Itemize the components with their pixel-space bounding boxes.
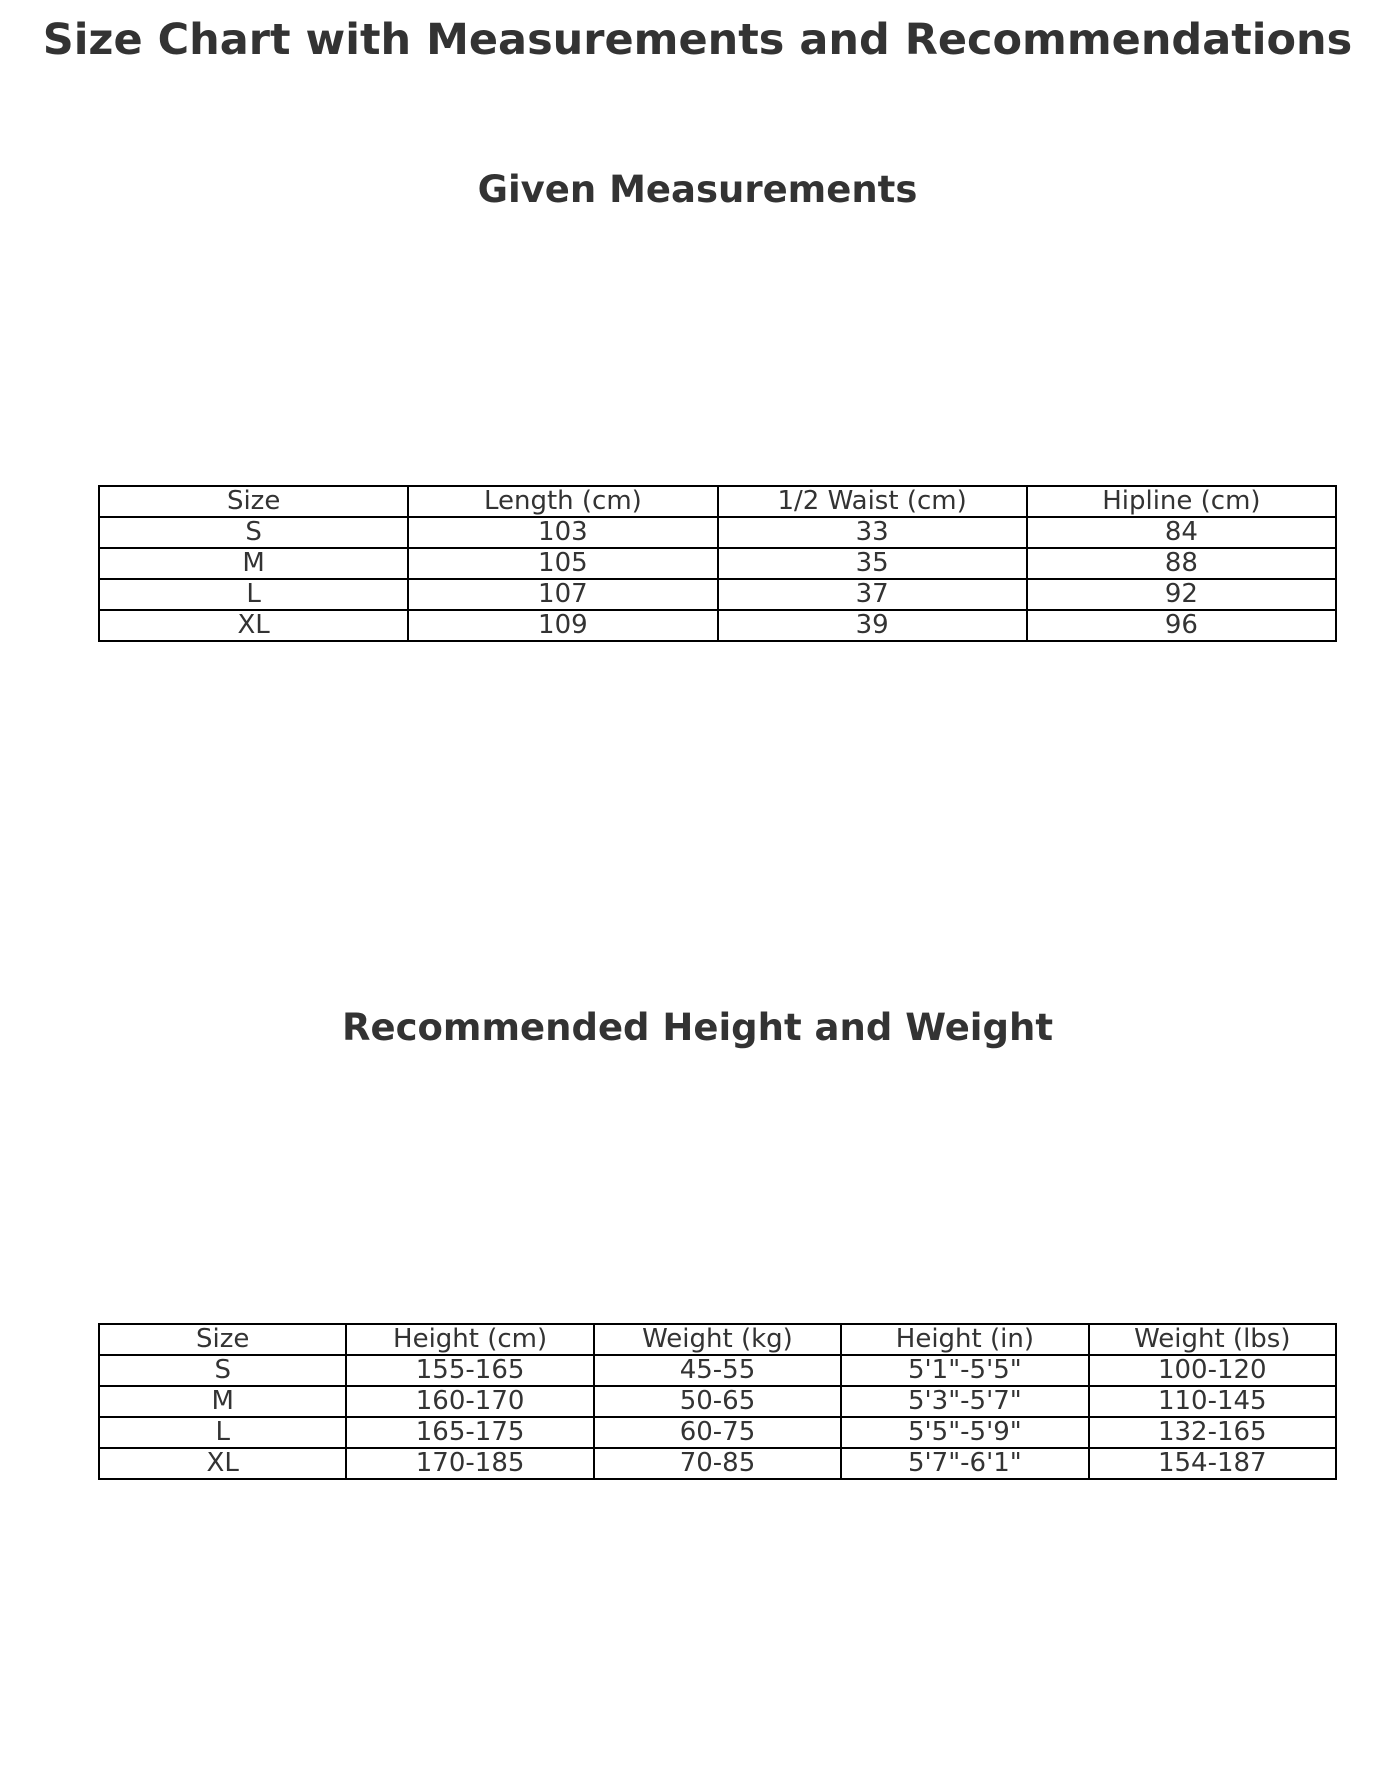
table-cell: 33 [718,517,1027,548]
table-cell: 109 [408,610,717,641]
table-row [99,1448,1336,1479]
table-cell: 88 [1027,548,1336,579]
recommendations-table [98,1323,1337,1480]
table-cell: 5'1"-5'5" [841,1355,1088,1386]
table-cell: 107 [408,579,717,610]
table-cell: M [99,548,408,579]
column-header: Hipline (cm) [1027,486,1336,517]
table-cell: 132-165 [1089,1417,1336,1448]
table-header-row [99,486,1336,517]
column-header: 1/2 Waist (cm) [718,486,1027,517]
table-cell: 154-187 [1089,1448,1336,1479]
table-row [99,1417,1336,1448]
measurements-table-title: Given Measurements [477,168,918,211]
column-header: Height (cm) [346,1324,593,1355]
table-cell: 84 [1027,517,1336,548]
table-cell: 5'7"-6'1" [841,1448,1088,1479]
table-cell: 5'5"-5'9" [841,1417,1088,1448]
column-header: Weight (kg) [594,1324,841,1355]
table-cell: XL [99,610,408,641]
column-header: Weight (lbs) [1089,1324,1336,1355]
table-cell: 45-55 [594,1355,841,1386]
page-title: Size Chart with Measurements and Recommendations [42,15,1353,65]
table-cell: 60-75 [594,1417,841,1448]
table-cell: M [99,1386,346,1417]
column-header: Height (in) [841,1324,1088,1355]
table-row [99,1355,1336,1386]
table-cell: 39 [718,610,1027,641]
measurements-table [98,485,1337,642]
table-cell: 92 [1027,579,1336,610]
table-row [99,579,1336,610]
table-row [99,610,1336,641]
column-header: Size [99,1324,346,1355]
table-cell: 50-65 [594,1386,841,1417]
table-header-row [99,1324,1336,1355]
table-cell: 96 [1027,610,1336,641]
table-cell: L [99,1417,346,1448]
table-cell: XL [99,1448,346,1479]
table-cell: 103 [408,517,717,548]
table-row [99,517,1336,548]
column-header: Length (cm) [408,486,717,517]
table-cell: 155-165 [346,1355,593,1386]
table-cell: 165-175 [346,1417,593,1448]
table-row [99,548,1336,579]
column-header: Size [99,486,408,517]
table-cell: 105 [408,548,717,579]
table-cell: 70-85 [594,1448,841,1479]
table-cell: S [99,517,408,548]
table-cell: 160-170 [346,1386,593,1417]
table-cell: 110-145 [1089,1386,1336,1417]
table-cell: S [99,1355,346,1386]
table-row [99,1386,1336,1417]
table-cell: 5'3"-5'7" [841,1386,1088,1417]
table-cell: 37 [718,579,1027,610]
table-cell: 170-185 [346,1448,593,1479]
table-cell: 35 [718,548,1027,579]
table-cell: 100-120 [1089,1355,1336,1386]
table-cell: L [99,579,408,610]
recommendations-table-title: Recommended Height and Weight [341,1006,1054,1049]
